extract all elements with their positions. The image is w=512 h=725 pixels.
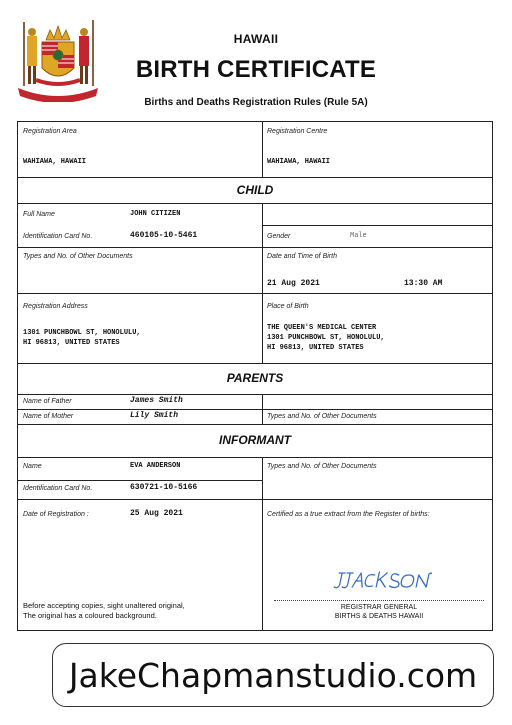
row-divider: [18, 363, 492, 364]
row-divider: [18, 457, 492, 458]
registrar-title-line-1: REGISTRAR GENERAL: [340, 604, 418, 611]
address-line-1: 1301 PUNCHBOWL ST, HONOLULU,: [23, 329, 141, 337]
informant-id-label: Identification Card No.: [23, 485, 93, 492]
child-id-label: Identification Card No.: [23, 233, 93, 240]
registration-area-value: WAHIAWA, HAWAII: [23, 158, 87, 166]
column-divider: [262, 203, 263, 363]
state-heading: HAWAII: [233, 32, 279, 46]
column-divider: [262, 457, 263, 631]
registration-centre-label: Registration Centre: [267, 128, 328, 135]
place-line-3: HI 96813, UNITED STATES: [267, 344, 364, 352]
row-divider: [262, 225, 493, 226]
informant-name-label: Name: [23, 463, 42, 470]
place-line-1: THE QUEEN'S MEDICAL CENTER: [267, 324, 377, 332]
informant-section-heading: INFORMANT: [219, 433, 291, 447]
row-divider: [18, 177, 492, 178]
document-title: BIRTH CERTIFICATE: [135, 56, 377, 83]
address-line-2: HI 96813, UNITED STATES: [23, 339, 120, 347]
mother-value: Lily Smith: [130, 411, 179, 420]
registrar-signature: [332, 569, 432, 591]
informant-name-value: EVA ANDERSON: [130, 462, 181, 470]
row-divider: [18, 247, 492, 248]
signature-line: [274, 600, 484, 601]
child-id-value: 460105-10-5461: [130, 231, 198, 240]
column-divider: [262, 122, 263, 177]
row-divider: [18, 499, 492, 500]
registration-date-value: 25 Aug 2021: [130, 509, 183, 518]
row-divider: [18, 480, 262, 481]
place-line-2: 1301 PUNCHBOWL ST, HONOLULU,: [267, 334, 385, 342]
registration-date-label: Date of Registration :: [23, 511, 89, 518]
father-label: Name of Father: [23, 398, 72, 405]
registration-centre-value: WAHIAWA, HAWAII: [267, 158, 331, 166]
child-section-heading: CHILD: [236, 183, 274, 197]
registrar-title-line-2: BIRTHS & DEATHS HAWAII: [334, 613, 424, 620]
row-divider: [18, 409, 492, 410]
row-divider: [18, 394, 492, 395]
parents-section-heading: PARENTS: [226, 371, 284, 385]
watermark-banner: JakeChapmanstudio.com: [52, 643, 494, 707]
informant-other-docs-label: Types and No. of Other Documents: [267, 463, 377, 470]
birth-date-value: 21 Aug 2021: [267, 279, 320, 288]
father-value: James Smith: [130, 396, 183, 405]
birth-date-time-label: Date and Time of Birth: [267, 253, 337, 260]
gender-value: Male: [350, 232, 367, 240]
certified-text: Certified as a true extract from the Register of births:: [267, 511, 430, 518]
child-other-docs-label: Types and No. of Other Documents: [23, 253, 133, 260]
row-divider: [18, 203, 492, 204]
gender-label: Gender: [267, 233, 291, 240]
registration-area-label: Registration Area: [23, 128, 77, 135]
original-note-line-1: Before accepting copies, sight unaltered original,: [23, 601, 185, 610]
mother-label: Name of Mother: [23, 413, 74, 420]
full-name-label: Full Name: [23, 211, 55, 218]
original-note-line-2: The original has a coloured background.: [23, 611, 157, 620]
row-divider: [18, 424, 492, 425]
informant-id-value: 630721-10-5166: [130, 483, 198, 492]
registration-address-label: Registration Address: [23, 303, 88, 310]
birth-time-value: 13:30 AM: [404, 279, 443, 288]
row-divider: [18, 293, 492, 294]
place-of-birth-label: Place of Birth: [267, 303, 309, 310]
certificate-form: [17, 121, 493, 631]
parents-other-docs-label: Types and No. of Other Documents: [267, 413, 377, 420]
document-subtitle: Births and Deaths Registration Rules (Rule 5A): [144, 97, 368, 108]
full-name-value: JOHN CITIZEN: [130, 210, 181, 218]
